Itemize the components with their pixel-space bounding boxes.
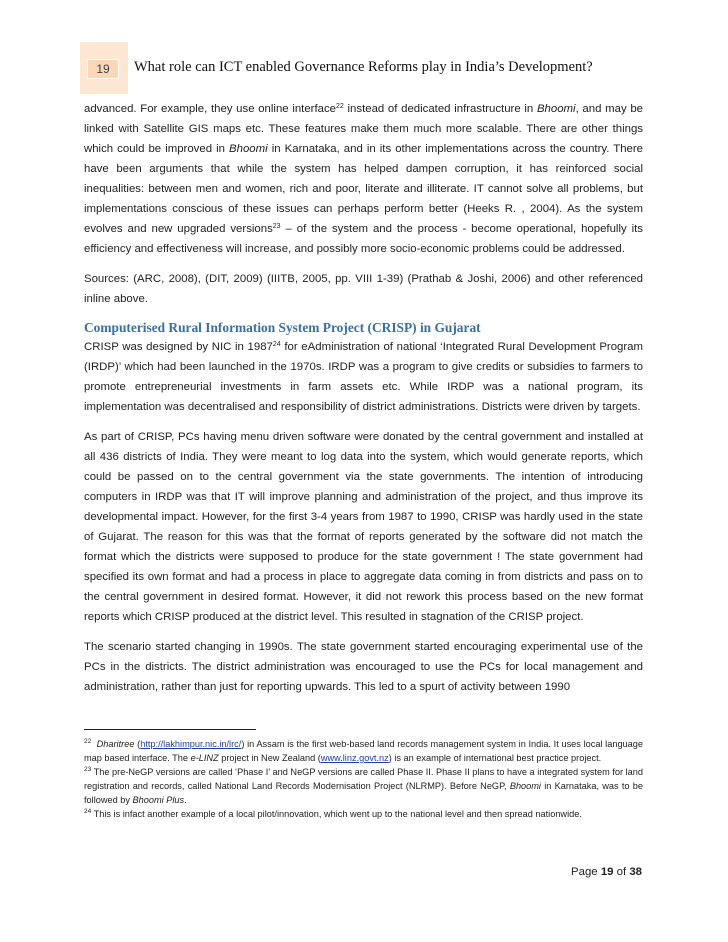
footnote-23: $^{23}$ The pre-NeGP versions are called ‘Phase I’ and NeGP versions are called Phase II. Phase II plans to have a integrated system for land registration and records, called National Land Records Modernisation Project (NLRMP). Before NeGP, Bhoomi in Karnataka, was to be followed by Bhoomi Plus. bbox=[84, 766, 643, 805]
footnote-ref-23[interactable]: 23 bbox=[272, 223, 281, 230]
paragraph-crisp-pcs: As part of CRISP, PCs having menu driven software were donated by the central government and installed at all 436 districts of India. They were meant to log data into the system, which would generate reports, which could be passed on to the central government via the state governments. The intention of introducing computers in IRDP was that IT will improve planning and administration of the project, and thus improve its developmental impact. However, for the first 3-4 years from 1987 to 1990, CRISP was hardly used in the state of Gujarat. The reason for this was that the format of reports generated by the software did not match the format which the districts were supposed to produce for the state government ! The state government had specified its own format and had a process in place to aggregate data coming in from districts and pass on to the central government in desired format. However, it did not rework this process based on the new format reports which CRISP produced at the district level. This resulted in stagnation of the CRISP project. bbox=[84, 431, 643, 623]
paragraph-crisp-intro: CRISP was designed by NIC in 1987$^{24}$ for eAdministration of national ‘Integrated Rural Development Program (IRDP)’ which had been launched in the 1970s. IRDP was a program to give credits or subsidies to farmers to promote entrepreneurial investments in farm assets etc. While IRDP was a national program, its implementation was decentralised and responsibility of district administrations. Districts were driven by targets. bbox=[84, 341, 643, 413]
header-page-number: 19 bbox=[87, 59, 119, 79]
footnote-24: $^{24}$ This is infact another example of a local pilot/innovation, which went up to the national level and then spread nationwide. bbox=[84, 808, 582, 819]
total-pages: 38 bbox=[629, 866, 642, 878]
footnotes bbox=[84, 737, 643, 821]
link-lakhimpur[interactable]: http://lakhimpur.nic.in/lrc/ bbox=[140, 739, 242, 749]
paragraph-crisp-1990s: The scenario started changing in 1990s. The state government started encouraging experimental use of the PCs in the districts. The district administration was encouraged to use the PCs for local management and administration, rather than just for reporting upwards. This led to a spurt of activity between 1990 bbox=[84, 641, 643, 693]
header-title: What role can ICT enabled Governance Reforms play in India’s Development? bbox=[134, 59, 593, 75]
current-page: 19 bbox=[600, 866, 614, 878]
footnote-separator bbox=[84, 729, 256, 730]
footnote-ref-24[interactable]: 24 bbox=[272, 341, 281, 348]
footnote-ref-22[interactable]: 22 bbox=[336, 103, 344, 110]
sources-paragraph: Sources: (ARC, 2008), (DIT, 2009) (IIITB, 2005, pp. VIII 1-39) (Prathab & Joshi, 2006) and other referenced inline above. bbox=[84, 273, 643, 305]
page-footer: Page 19 of 38 bbox=[571, 866, 642, 878]
main-content bbox=[84, 99, 643, 697]
section-heading-crisp: Computerised Rural Information System Project (CRISP) in Gujarat bbox=[84, 320, 481, 335]
link-linz[interactable]: www.linz.govt.nz bbox=[320, 753, 389, 763]
footnote-22: $^{22}$ Dharitree (http://lakhimpur.nic.in/lrc/) in Assam is the first web-based land records management system in India. It uses local language map based interface. The e-LINZ project in New Zealand (www.linz.govt.nz) is an example of international best practice project. bbox=[84, 738, 643, 763]
paragraph-bhoomi-conclusion: advanced. For example, they use online interface$^{22}$ instead of dedicated infrastructure in Bhoomi, and may be linked with Satellite GIS maps etc. These features make them much more scalable. There are other things which could be improved in Bhoomi in Karnataka, and in its other implementations across the country. There have been arguments that while the system has helped dampen corruption, it has reinforced social inequalities: between men and women, rich and poor, literate and illiterate. IT cannot solve all problems, but implementations conscious of these issues can perhaps perform better (Heeks R. , 2004). As the system evolves and new upgraded versions$^{23}$ – of the system and the process - become operational, hopefully its efficiency and effectiveness will increase, and possibly more socio-economic problems could be addressed. bbox=[84, 103, 643, 255]
